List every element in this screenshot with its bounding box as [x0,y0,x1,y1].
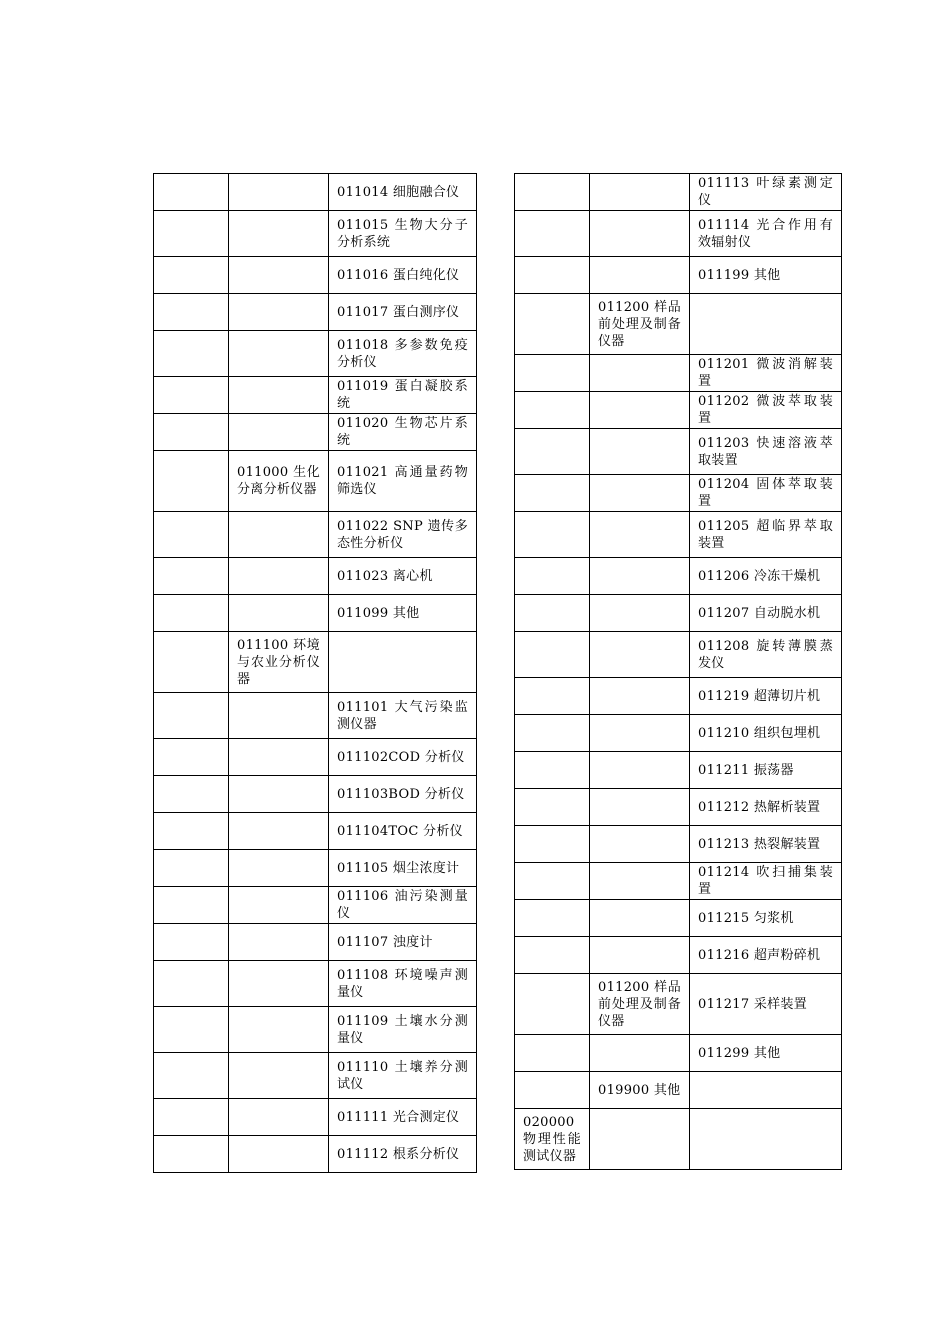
category-cell [515,632,590,678]
left-catalog-table [153,173,477,1173]
item-cell: 011099 其他 [329,595,477,632]
category-cell [515,392,590,429]
subcategory-cell [229,257,329,294]
item-cell: 011015 生物大分子分析系统 [329,211,477,257]
item-cell: 011014 细胞融合仪 [329,174,477,211]
item-cell: 011110 土壤养分测试仪 [329,1053,477,1099]
item-cell: 011019 蛋白凝胶系统 [329,377,477,414]
subcategory-cell [229,961,329,1007]
table-row [154,887,477,924]
item-cell: 011104TOC 分析仪 [329,813,477,850]
category-cell [515,595,590,632]
item-cell: 011212 热解析装置 [690,789,842,826]
table-row [154,294,477,331]
subcategory-cell [590,1035,690,1072]
table-row [515,257,842,294]
category-cell [515,1035,590,1072]
item-cell: 011204 固体萃取装置 [690,475,842,512]
category-cell [154,693,229,739]
subcategory-cell [590,174,690,211]
item-cell: 011103BOD 分析仪 [329,776,477,813]
category-cell [515,974,590,1035]
table-row [515,715,842,752]
item-cell: 011113 叶绿素测定仪 [690,174,842,211]
subcategory-cell [229,1099,329,1136]
table-row [515,512,842,558]
category-cell [154,451,229,512]
subcategory-cell [229,924,329,961]
subcategory-cell: 011200 样品前处理及制备仪器 [590,294,690,355]
subcategory-cell [229,294,329,331]
table-row [154,1007,477,1053]
item-cell: 011023 离心机 [329,558,477,595]
item-cell [690,294,842,355]
subcategory-cell [590,512,690,558]
table-row [515,1072,842,1109]
subcategory-cell [590,678,690,715]
table-row [515,900,842,937]
subcategory-cell [590,595,690,632]
subcategory-cell [590,475,690,512]
item-cell: 011101 大气污染监测仪器 [329,693,477,739]
table-row [515,211,842,257]
category-cell [154,211,229,257]
category-cell [154,1136,229,1173]
subcategory-cell [590,392,690,429]
item-cell: 011017 蛋白测序仪 [329,294,477,331]
item-cell: 011219 超薄切片机 [690,678,842,715]
item-cell [690,1072,842,1109]
category-cell [154,257,229,294]
subcategory-cell [590,632,690,678]
table-row [515,174,842,211]
table-row [154,813,477,850]
category-cell [154,331,229,377]
table-row [154,961,477,1007]
item-cell: 011217 采样装置 [690,974,842,1035]
category-cell [154,813,229,850]
subcategory-cell [590,1109,690,1170]
item-cell: 011018 多参数免疫分析仪 [329,331,477,377]
category-cell [154,850,229,887]
item-cell: 011109 土壤水分测量仪 [329,1007,477,1053]
item-cell: 011299 其他 [690,1035,842,1072]
item-cell: 011208 旋转薄膜蒸发仪 [690,632,842,678]
category-cell [154,776,229,813]
category-cell [515,558,590,595]
category-cell [154,558,229,595]
item-cell: 011022 SNP 遗传多态性分析仪 [329,512,477,558]
subcategory-cell [229,174,329,211]
item-cell: 011107 浊度计 [329,924,477,961]
table-row [515,429,842,475]
item-cell [690,1109,842,1170]
category-cell [515,257,590,294]
subcategory-cell [590,789,690,826]
table-row [154,739,477,776]
subcategory-cell [229,331,329,377]
item-cell: 011215 匀浆机 [690,900,842,937]
subcategory-cell [590,558,690,595]
item-cell: 011213 热裂解装置 [690,826,842,863]
category-cell [154,887,229,924]
table-row [515,678,842,715]
table-row [154,1099,477,1136]
subcategory-cell [229,739,329,776]
subcategory-cell [590,863,690,900]
item-cell: 011106 油污染测量仪 [329,887,477,924]
table-row [154,558,477,595]
category-cell [515,174,590,211]
item-cell: 011211 振荡器 [690,752,842,789]
table-row [154,693,477,739]
table-row [515,355,842,392]
category-cell [154,632,229,693]
table-row [154,174,477,211]
table-row [154,632,477,693]
item-cell: 011021 高通量药物筛选仪 [329,451,477,512]
category-cell [154,1007,229,1053]
table-row [154,211,477,257]
table-row [515,595,842,632]
table-row [515,937,842,974]
table-row [515,1109,842,1170]
subcategory-cell: 011200 样品前处理及制备仪器 [590,974,690,1035]
item-cell [329,632,477,693]
category-cell [154,512,229,558]
table-row [154,331,477,377]
item-cell: 011112 根系分析仪 [329,1136,477,1173]
category-cell [515,294,590,355]
table-row [154,451,477,512]
category-cell [515,752,590,789]
table-row [515,392,842,429]
subcategory-cell [229,1136,329,1173]
table-row [515,789,842,826]
subcategory-cell [590,900,690,937]
subcategory-cell: 011000 生化分离分析仪器 [229,451,329,512]
table-row [154,377,477,414]
item-cell: 011202 微波萃取装置 [690,392,842,429]
table-row [154,1053,477,1099]
category-cell [154,1053,229,1099]
subcategory-cell [229,512,329,558]
table-row [154,924,477,961]
category-cell [515,937,590,974]
category-cell [515,475,590,512]
subcategory-cell [229,1007,329,1053]
item-cell: 011216 超声粉碎机 [690,937,842,974]
item-cell: 011205 超临界萃取装置 [690,512,842,558]
subcategory-cell: 019900 其他 [590,1072,690,1109]
item-cell: 011207 自动脱水机 [690,595,842,632]
subcategory-cell [590,211,690,257]
subcategory-cell [590,429,690,475]
subcategory-cell [229,813,329,850]
item-cell: 011206 冷冻干燥机 [690,558,842,595]
subcategory-cell [229,377,329,414]
subcategory-cell [229,1053,329,1099]
item-cell: 011016 蛋白纯化仪 [329,257,477,294]
table-row [154,850,477,887]
item-cell: 011210 组织包埋机 [690,715,842,752]
category-cell [515,429,590,475]
subcategory-cell [229,776,329,813]
table-row [154,1136,477,1173]
item-cell: 011105 烟尘浓度计 [329,850,477,887]
item-cell: 011108 环境噪声测量仪 [329,961,477,1007]
subcategory-cell [229,887,329,924]
subcategory-cell [590,937,690,974]
category-cell [515,211,590,257]
category-cell [515,826,590,863]
category-cell: 020000 物理性能测试仪器 [515,1109,590,1170]
item-cell: 011020 生物芯片系统 [329,414,477,451]
subcategory-cell [229,693,329,739]
item-cell: 011114 光合作用有效辐射仪 [690,211,842,257]
category-cell [154,739,229,776]
item-cell: 011111 光合测定仪 [329,1099,477,1136]
category-cell [154,377,229,414]
category-cell [515,1072,590,1109]
subcategory-cell [229,850,329,887]
category-cell [154,1099,229,1136]
item-cell: 011102COD 分析仪 [329,739,477,776]
item-cell: 011201 微波消解装置 [690,355,842,392]
item-cell: 011199 其他 [690,257,842,294]
category-cell [515,512,590,558]
category-cell [515,789,590,826]
table-row [515,294,842,355]
table-row [515,826,842,863]
table-row [515,1035,842,1072]
table-row [515,475,842,512]
table-row [515,863,842,900]
item-cell: 011214 吹扫捕集装置 [690,863,842,900]
category-cell [515,863,590,900]
category-cell [515,678,590,715]
subcategory-cell [590,752,690,789]
table-row [515,752,842,789]
category-cell [154,595,229,632]
table-row [154,512,477,558]
subcategory-cell [590,715,690,752]
subcategory-cell [229,595,329,632]
subcategory-cell [229,558,329,595]
table-row [154,595,477,632]
category-cell [154,294,229,331]
table-row [515,974,842,1035]
category-cell [515,355,590,392]
category-cell [154,961,229,1007]
table-row [154,776,477,813]
subcategory-cell [229,414,329,451]
table-row [515,632,842,678]
subcategory-cell [590,826,690,863]
table-row [154,257,477,294]
category-cell [154,924,229,961]
subcategory-cell: 011100 环境与农业分析仪器 [229,632,329,693]
subcategory-cell [590,257,690,294]
category-cell [515,715,590,752]
right-catalog-table [514,173,842,1170]
category-cell [154,174,229,211]
category-cell [154,414,229,451]
category-cell [515,900,590,937]
table-row [515,558,842,595]
subcategory-cell [229,211,329,257]
item-cell: 011203 快速溶液萃取装置 [690,429,842,475]
table-row [154,414,477,451]
subcategory-cell [590,355,690,392]
